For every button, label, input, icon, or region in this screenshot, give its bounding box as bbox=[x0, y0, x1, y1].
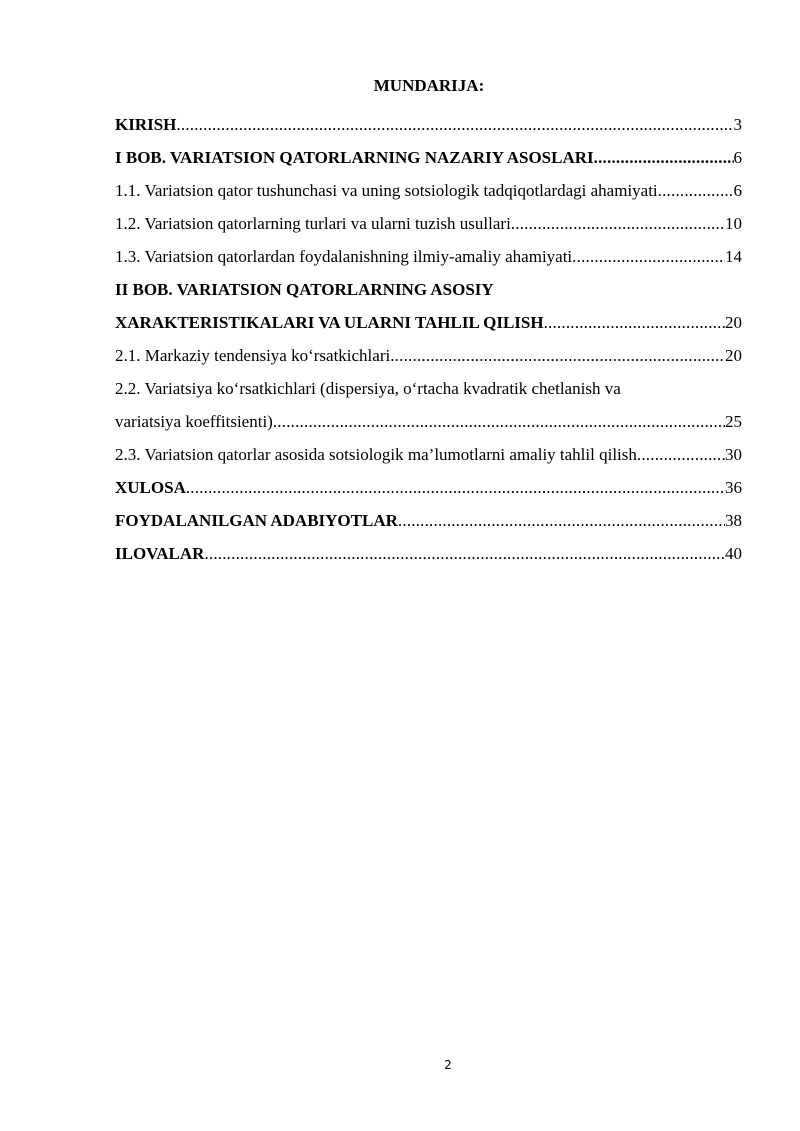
toc-entry-text: 2.3. Variatsion qatorlar asosida sotsiologik ma’lumotlarni amaliy tahlil qilish bbox=[115, 445, 637, 464]
table-of-contents bbox=[115, 108, 742, 570]
toc-leader-dots bbox=[398, 504, 725, 537]
toc-leader-dots bbox=[204, 537, 725, 570]
toc-entry-text: ILOVALAR bbox=[115, 544, 205, 563]
toc-entry-1-1[interactable] bbox=[115, 174, 742, 207]
toc-page-number: 38 bbox=[725, 511, 742, 530]
toc-page-number: 20 bbox=[725, 313, 742, 332]
toc-entry-kirish[interactable] bbox=[115, 108, 742, 141]
toc-leader-dots bbox=[572, 240, 725, 273]
toc-entry-1-3[interactable] bbox=[115, 240, 742, 273]
toc-entry-text: 1.1. Variatsion qator tushunchasi va uning sotsiologik tadqiqotlardagi ahamiyati bbox=[115, 181, 658, 200]
toc-page-number: 36 bbox=[725, 478, 742, 497]
toc-entry-text: FOYDALANILGAN ADABIYOTLAR bbox=[115, 511, 398, 530]
toc-entry-xulosa[interactable] bbox=[115, 471, 742, 504]
toc-entry-text: XARAKTERISTIKALARI VA ULARNI TAHLIL QILISH bbox=[115, 313, 544, 332]
toc-page-number: 10 bbox=[725, 214, 742, 233]
toc-entry-2-1[interactable] bbox=[115, 339, 742, 372]
toc-leader-dots bbox=[176, 108, 733, 141]
toc-page-number: 20 bbox=[725, 346, 742, 365]
toc-entry-text: I BOB. VARIATSION QATORLARNING NAZARIY ASOSLARI bbox=[115, 148, 594, 167]
toc-entry-chapter-2[interactable] bbox=[115, 306, 742, 339]
toc-entry-chapter-2-line1[interactable]: II BOB. VARIATSION QATORLARNING ASOSIY bbox=[115, 280, 494, 299]
toc-leader-dots bbox=[390, 339, 725, 372]
toc-entry-text: 2.1. Markaziy tendensiya ko‘rsatkichlari bbox=[115, 346, 391, 365]
toc-page-number: 6 bbox=[733, 148, 742, 167]
toc-page-number: 3 bbox=[733, 115, 742, 134]
toc-entry-text: 1.3. Variatsion qatorlardan foydalanishning ilmiy-amaliy ahamiyati bbox=[115, 247, 573, 266]
toc-entry-text: KIRISH bbox=[115, 115, 177, 134]
toc-entry-text: 1.2. Variatsion qatorlarning turlari va ularni tuzish usullari bbox=[115, 214, 511, 233]
toc-page-number: 25 bbox=[725, 412, 742, 431]
toc-leader-dots bbox=[273, 405, 725, 438]
toc-leader-dots bbox=[544, 306, 725, 339]
toc-entry-2-2-line1[interactable]: 2.2. Variatsiya ko‘rsatkichlari (dispersiya, o‘rtacha kvadratik chetlanish va bbox=[115, 379, 621, 398]
toc-leader-dots bbox=[511, 207, 725, 240]
toc-entry-chapter-1[interactable] bbox=[115, 141, 742, 174]
toc-leader-dots bbox=[658, 174, 734, 207]
page-title: MUNDARIJA: bbox=[373, 76, 485, 95]
toc-page-number: 14 bbox=[725, 247, 742, 266]
toc-entry-text: variatsiya koeffitsienti) bbox=[115, 412, 273, 431]
toc-entry-adabiyotlar[interactable] bbox=[115, 504, 742, 537]
toc-leader-dots bbox=[186, 471, 725, 504]
toc-entry-2-3[interactable] bbox=[115, 438, 742, 471]
toc-entry-text: XULOSA bbox=[115, 478, 186, 497]
toc-page-number: 6 bbox=[733, 181, 742, 200]
toc-entry-2-2[interactable] bbox=[115, 405, 742, 438]
toc-entry-1-2[interactable] bbox=[115, 207, 742, 240]
page-number: 2 bbox=[444, 1058, 452, 1072]
toc-page-number: 30 bbox=[725, 445, 742, 464]
toc-leader-dots bbox=[594, 141, 734, 174]
toc-page-number: 40 bbox=[725, 544, 742, 563]
toc-leader-dots bbox=[637, 438, 725, 471]
toc-entry-ilovalar[interactable] bbox=[115, 537, 742, 570]
